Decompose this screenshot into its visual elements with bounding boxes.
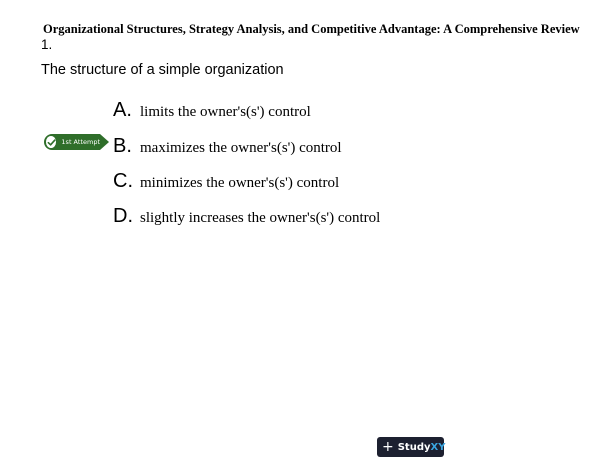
studyxy-watermark — [377, 437, 444, 457]
option-c[interactable] — [113, 170, 339, 194]
option-c-text: minimizes the owner's(s') control — [140, 175, 340, 191]
plus-icon: + — [382, 439, 394, 455]
option-a-letter: A. — [113, 99, 132, 121]
attempt-label: 1st Attempt — [61, 138, 100, 146]
question-number: 1. — [41, 37, 53, 52]
option-d-text: slightly increases the owner's(s') control — [140, 210, 381, 226]
option-b[interactable] — [113, 135, 342, 159]
option-a-text: limits the owner's(s') control — [140, 104, 311, 120]
option-d-letter: D. — [113, 205, 133, 227]
check-icon — [46, 136, 56, 148]
option-d[interactable] — [113, 205, 380, 229]
attempt-badge — [44, 134, 110, 150]
option-b-letter: B. — [113, 135, 132, 157]
option-a[interactable] — [113, 99, 311, 123]
brand-name: StudyXY — [397, 441, 446, 453]
option-c-letter: C. — [113, 170, 133, 192]
document-title: Organizational Structures, Strategy Analysis, and Competitive Advantage: A Comprehensive Review — [43, 22, 580, 36]
option-b-text: maximizes the owner's(s') control — [140, 140, 342, 156]
question-text: The structure of a simple organization — [41, 62, 284, 78]
